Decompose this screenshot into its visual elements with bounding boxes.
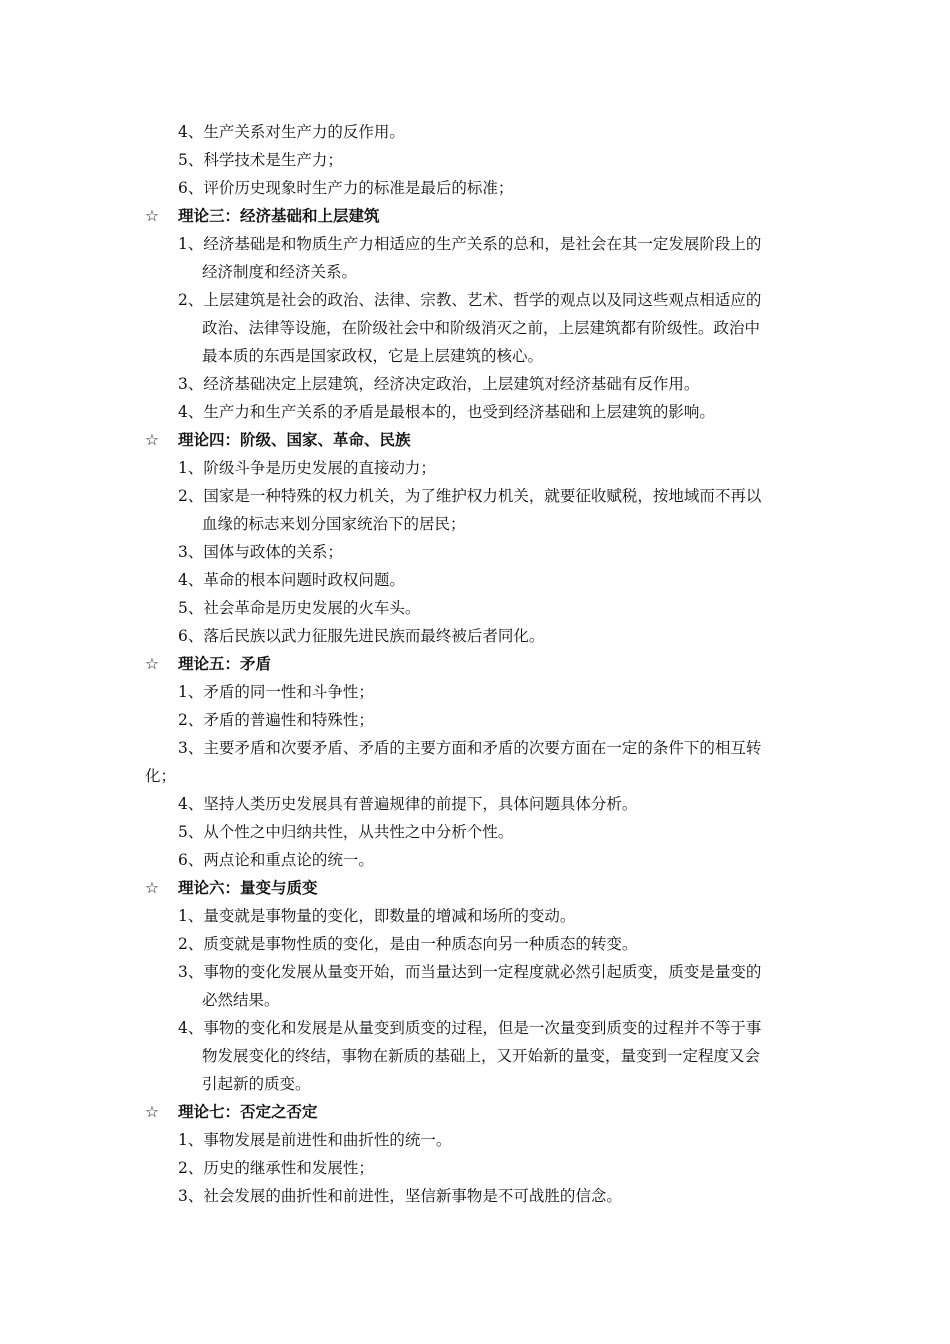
- list-item: 1、量变就是事物量的变化，即数量的增减和场所的变动。: [178, 907, 576, 925]
- section-title: 理论七：否定之否定: [178, 1102, 318, 1121]
- star-icon: ☆: [145, 655, 159, 673]
- list-item-continuation: 物发展变化的终结，事物在新质的基础上，又开始新的量变，量变到一定程度又会: [202, 1047, 761, 1065]
- list-item: 6、落后民族以武力征服先进民族而最终被后者同化。: [178, 627, 545, 645]
- list-item: 1、阶级斗争是历史发展的直接动力；: [178, 459, 436, 477]
- section-heading: [145, 650, 815, 678]
- section-title: 理论六：量变与质变: [178, 878, 318, 897]
- list-item-continuation: 政治、法律等设施，在阶级社会中和阶级消灭之前，上层建筑都有阶级性。政治中: [202, 319, 761, 337]
- list-item: 3、主要矛盾和次要矛盾、矛盾的主要方面和矛盾的次要方面在一定的条件下的相互转: [178, 739, 762, 757]
- star-icon: ☆: [145, 207, 159, 225]
- list-item-continuation: 最本质的东西是国家政权，它是上层建筑的核心。: [202, 347, 544, 365]
- list-item: 4、事物的变化和发展是从量变到质变的过程，但是一次量变到质变的过程并不等于事: [178, 1019, 762, 1037]
- list-item: 3、社会发展的曲折性和前进性，坚信新事物是不可战胜的信念。: [178, 1187, 622, 1205]
- list-item: 4、生产关系对生产力的反作用。: [178, 123, 405, 141]
- list-item: 1、矛盾的同一性和斗争性；: [178, 683, 374, 701]
- list-item: 5、科学技术是生产力；: [178, 151, 343, 169]
- list-item-continuation: 经济制度和经济关系。: [202, 263, 358, 281]
- section-heading: [145, 1098, 815, 1126]
- star-icon: ☆: [145, 1103, 159, 1121]
- list-item: 3、经济基础决定上层建筑，经济决定政治，上层建筑对经济基础有反作用。: [178, 375, 700, 393]
- list-item-continuation: 化；: [145, 767, 177, 785]
- list-item: 5、从个性之中归纳共性，从共性之中分析个性。: [178, 823, 514, 841]
- list-item: 2、上层建筑是社会的政治、法律、宗教、艺术、哲学的观点以及同这些观点相适应的: [178, 291, 762, 309]
- list-item-continuation: 引起新的质变。: [202, 1075, 311, 1093]
- list-item: 1、事物发展是前进性和曲折性的统一。: [178, 1131, 452, 1149]
- section-title: 理论三：经济基础和上层建筑: [178, 206, 380, 225]
- star-icon: ☆: [145, 879, 159, 897]
- list-item-continuation: 血缘的标志来划分国家统治下的居民；: [202, 515, 466, 533]
- list-item: 2、历史的继承性和发展性；: [178, 1159, 374, 1177]
- list-item: 3、国体与政体的关系；: [178, 543, 343, 561]
- section-heading: [145, 202, 815, 230]
- list-item: 2、质变就是事物性质的变化，是由一种质态向另一种质态的转变。: [178, 935, 638, 953]
- list-item: 3、事物的变化发展从量变开始，而当量达到一定程度就必然引起质变，质变是量变的: [178, 963, 762, 981]
- list-item: 6、评价历史现象时生产力的标准是最后的标准；: [178, 179, 514, 197]
- list-item: 2、国家是一种特殊的权力机关，为了维护权力机关，就要征收赋税，按地域而不再以: [178, 487, 762, 505]
- list-item: 5、社会革命是历史发展的火车头。: [178, 599, 421, 617]
- section-heading: [145, 874, 815, 902]
- list-item: 4、生产力和生产关系的矛盾是最根本的，也受到经济基础和上层建筑的影响。: [178, 403, 715, 421]
- section-title: 理论四：阶级、国家、革命、民族: [178, 430, 411, 449]
- document-body: [145, 118, 815, 1210]
- list-item: 2、矛盾的普遍性和特殊性；: [178, 711, 374, 729]
- section-title: 理论五：矛盾: [178, 654, 272, 673]
- list-item: 6、两点论和重点论的统一。: [178, 851, 374, 869]
- list-item: 1、经济基础是和物质生产力相适应的生产关系的总和，是社会在其一定发展阶段上的: [178, 235, 762, 253]
- list-item-continuation: 必然结果。: [202, 991, 280, 1009]
- section-heading: [145, 426, 815, 454]
- list-item: 4、革命的根本问题时政权问题。: [178, 571, 405, 589]
- star-icon: ☆: [145, 431, 159, 449]
- list-item: 4、坚持人类历史发展具有普遍规律的前提下，具体问题具体分析。: [178, 795, 638, 813]
